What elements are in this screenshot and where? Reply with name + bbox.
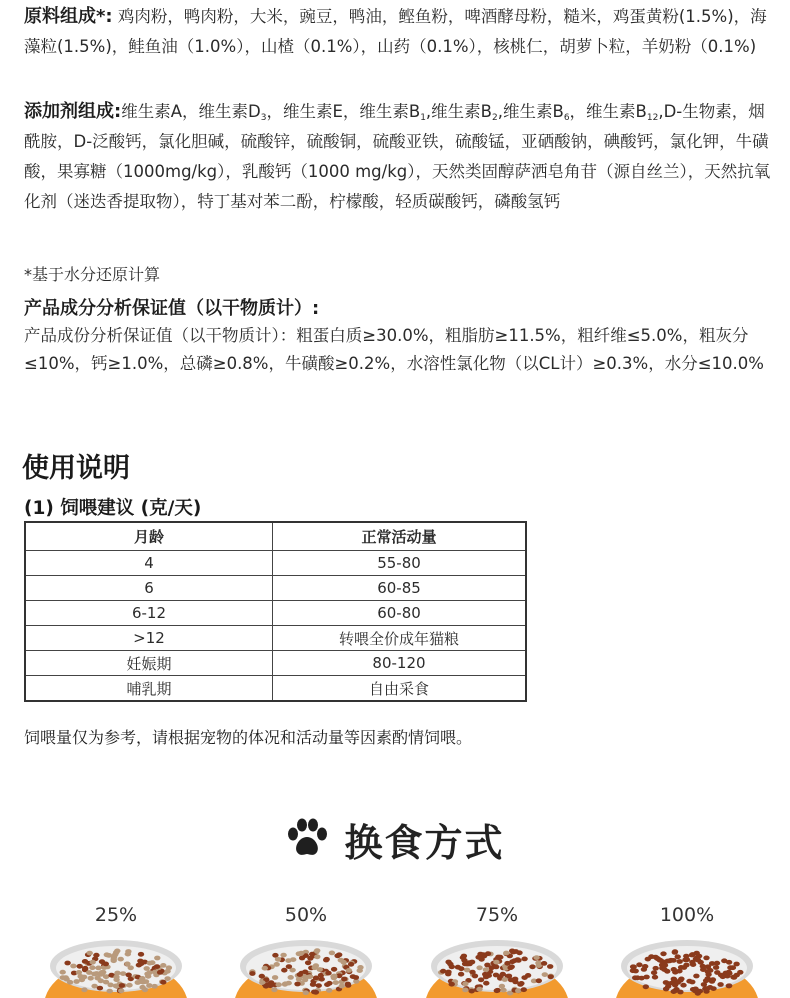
kibble xyxy=(726,971,732,976)
kibble xyxy=(113,977,119,982)
ingredients-paragraph xyxy=(24,2,776,62)
kibble xyxy=(547,964,553,969)
kibble xyxy=(103,980,109,985)
table-row xyxy=(25,676,526,702)
kibble xyxy=(731,975,737,980)
kibble xyxy=(495,988,501,993)
kibble xyxy=(297,972,303,977)
kibble xyxy=(145,974,151,979)
kibble xyxy=(542,972,548,977)
ratio-label-25: 25% xyxy=(94,904,138,926)
subscript: 12 xyxy=(646,113,659,123)
kibble xyxy=(271,987,277,992)
additives-text-1: 维生素A，维生素D xyxy=(121,102,261,121)
kibble xyxy=(262,966,268,971)
kibble xyxy=(662,963,668,968)
kibble xyxy=(469,970,475,975)
kibble xyxy=(118,957,124,962)
kibble xyxy=(529,964,535,969)
kibble xyxy=(696,954,702,959)
kibble xyxy=(678,965,684,970)
kibble xyxy=(726,960,732,965)
kibble xyxy=(128,965,134,970)
kibble xyxy=(458,966,464,971)
kibble xyxy=(119,983,125,988)
kibble xyxy=(82,959,88,964)
kibble xyxy=(533,955,539,960)
kibble xyxy=(462,962,468,967)
kibble xyxy=(632,975,638,980)
kibble xyxy=(154,964,160,969)
kibble xyxy=(338,958,344,963)
feeding-table xyxy=(24,521,527,702)
kibble xyxy=(139,976,145,981)
kibble xyxy=(298,951,304,956)
kibble xyxy=(154,956,160,961)
kibble xyxy=(700,967,706,972)
kibble xyxy=(478,977,484,982)
kibble xyxy=(445,970,451,975)
kibble xyxy=(142,987,148,992)
kibble xyxy=(449,964,455,969)
kibble xyxy=(90,960,96,965)
kibble xyxy=(348,962,354,967)
kibble xyxy=(713,965,719,970)
kibble xyxy=(64,961,70,966)
kibble xyxy=(329,951,335,956)
additives-text-3: ,维生素B xyxy=(425,102,492,121)
kibble xyxy=(87,951,93,956)
ingredients-text: 鸡肉粉，鸭肉粉，大米，豌豆，鸭油，鲣鱼粉，啤酒酵母粉，糙米，鸡蛋黄粉(1.5%)，海藻粒(1.5%)，鲑鱼油（1.0%），山楂（0.1%），山药（0.1%），核桃仁，胡萝卜粒，羊奶粉（0.1%) xyxy=(24,7,767,56)
kibble xyxy=(726,983,732,988)
kibble xyxy=(286,981,292,986)
kibble xyxy=(160,980,166,985)
kibble xyxy=(730,965,736,970)
kibble xyxy=(707,968,713,973)
kibble xyxy=(313,963,319,968)
kibble xyxy=(276,982,282,987)
usage-heading: 使用说明 xyxy=(22,453,130,484)
kibble xyxy=(703,956,709,961)
table-row xyxy=(25,651,526,676)
kibble xyxy=(464,968,470,973)
kibble xyxy=(299,956,305,961)
kibble xyxy=(717,982,723,987)
age-cell: 6 xyxy=(25,576,273,601)
kibble xyxy=(164,969,170,974)
kibble xyxy=(695,991,701,996)
analysis-text: 产品成份分析保证值（以干物质计）：粗蛋白质≥30.0%，粗脂肪≥11.5%，粗纤维≤5.0%，粗灰分≤10%，钙≥1.0%，总磷≥0.8%，牛磺酸≥0.2%，水溶性氯化物（以CL计）≥0.3%，水分≤10.0% xyxy=(24,326,764,373)
kibble xyxy=(462,981,468,986)
subscript: 2 xyxy=(492,113,498,123)
moisture-note: *基于水分还原计算 xyxy=(24,265,161,284)
kibble xyxy=(157,970,163,975)
kibble xyxy=(99,972,105,977)
age-cell: 6-12 xyxy=(25,601,273,626)
paw-icon xyxy=(285,818,329,862)
ratio-label-100: 100% xyxy=(659,904,715,926)
kibble xyxy=(311,990,317,995)
kibble xyxy=(126,983,132,988)
kibble xyxy=(493,960,499,965)
kibble xyxy=(449,982,455,987)
kibble xyxy=(331,974,337,979)
kibble xyxy=(476,987,482,992)
kibble xyxy=(714,970,720,975)
kibble xyxy=(93,953,99,958)
ingredients-label: 原料组成*: xyxy=(24,6,113,27)
food-bowl-25 xyxy=(41,936,191,998)
kibble xyxy=(482,972,488,977)
kibble xyxy=(672,950,678,955)
table-row xyxy=(25,626,526,651)
kibble xyxy=(144,966,150,971)
kibble xyxy=(677,959,683,964)
kibble xyxy=(483,981,489,986)
kibble xyxy=(504,961,510,966)
kibble xyxy=(663,980,669,985)
kibble xyxy=(91,972,97,977)
kibble xyxy=(111,954,117,959)
kibble xyxy=(286,964,292,969)
food-bowl-75 xyxy=(422,936,572,998)
kibble xyxy=(103,962,109,967)
kibble xyxy=(317,967,323,972)
kibble xyxy=(483,967,489,972)
kibble xyxy=(484,963,490,968)
kibble xyxy=(512,980,518,985)
table-row xyxy=(25,576,526,601)
feeding-title: (1) 饲喂建议 (克/天) xyxy=(24,498,202,519)
amount-cell: 60-80 xyxy=(273,601,527,626)
kibble xyxy=(689,953,695,958)
ratio-label-75: 75% xyxy=(475,904,519,926)
kibble xyxy=(705,976,711,981)
kibble xyxy=(89,965,95,970)
header-activity: 正常活动量 xyxy=(273,522,527,551)
kibble xyxy=(303,975,309,980)
header-age: 月龄 xyxy=(25,522,273,551)
kibble xyxy=(515,958,521,963)
kibble xyxy=(440,969,446,974)
additives-label: 添加剂组成: xyxy=(24,101,122,122)
kibble xyxy=(495,955,501,960)
kibble xyxy=(689,960,695,965)
kibble xyxy=(462,988,468,993)
kibble xyxy=(485,951,491,956)
kibble xyxy=(525,973,531,978)
kibble xyxy=(339,984,345,989)
kibble xyxy=(671,989,677,994)
amount-cell: 自由采食 xyxy=(273,676,527,702)
kibble xyxy=(469,989,475,994)
kibble xyxy=(70,964,76,969)
kibble xyxy=(319,977,325,982)
kibble xyxy=(652,955,658,960)
kibble xyxy=(680,983,686,988)
kibble xyxy=(707,985,713,990)
kibble xyxy=(331,967,337,972)
kibble xyxy=(267,983,273,988)
kibble xyxy=(294,982,300,987)
subscript: 6 xyxy=(563,113,570,123)
kibble xyxy=(138,961,144,966)
additives-text-5: ，维生素B xyxy=(569,102,647,121)
age-cell: 哺乳期 xyxy=(25,676,273,702)
kibble xyxy=(149,960,155,965)
kibble xyxy=(643,975,649,980)
kibble xyxy=(79,977,85,982)
kibble xyxy=(521,987,527,992)
additives-paragraph xyxy=(24,97,776,217)
kibble xyxy=(652,975,658,980)
kibble xyxy=(675,954,681,959)
kibble xyxy=(314,948,320,953)
kibble xyxy=(536,978,542,983)
kibble xyxy=(346,968,352,973)
amount-cell: 55-80 xyxy=(273,551,527,576)
kibble xyxy=(280,953,286,958)
kibble xyxy=(138,952,144,957)
kibble xyxy=(500,988,506,993)
switch-food-heading xyxy=(0,812,790,867)
age-cell: 4 xyxy=(25,551,273,576)
kibble xyxy=(336,952,342,957)
age-cell: 妊娠期 xyxy=(25,651,273,676)
kibble xyxy=(535,961,541,966)
kibble xyxy=(518,981,524,986)
kibble xyxy=(720,974,726,979)
food-bowl-100 xyxy=(612,936,762,998)
kibble xyxy=(259,974,265,979)
kibble xyxy=(146,983,152,988)
kibble xyxy=(316,983,322,988)
kibble xyxy=(302,970,308,975)
kibble xyxy=(67,980,73,985)
subscript: 1 xyxy=(420,113,426,123)
kibble xyxy=(645,957,651,962)
kibble xyxy=(664,969,670,974)
additives-text-4: ,维生素B xyxy=(497,102,564,121)
kibble xyxy=(88,976,94,981)
kibble xyxy=(653,966,659,971)
kibble xyxy=(281,968,287,973)
kibble xyxy=(686,979,692,984)
kibble xyxy=(476,965,482,970)
kibble xyxy=(314,954,320,959)
kibble xyxy=(313,976,319,981)
kibble xyxy=(670,958,676,963)
kibble xyxy=(521,957,527,962)
analysis-title: 产品成分分析保证值（以干物质计）: xyxy=(24,298,320,319)
amount-cell: 转喂全价成年猫粮 xyxy=(273,626,527,651)
kibble xyxy=(672,970,678,975)
table-header-row xyxy=(25,522,526,551)
kibble xyxy=(81,987,87,992)
subscript: 3 xyxy=(260,113,267,123)
kibble xyxy=(475,955,481,960)
ratio-label-50: 50% xyxy=(284,904,328,926)
kibble xyxy=(357,965,363,970)
kibble xyxy=(77,964,83,969)
kibble xyxy=(323,958,329,963)
kibble xyxy=(503,951,509,956)
kibble xyxy=(272,975,278,980)
switch-food-title: 换食方式 xyxy=(344,821,505,865)
kibble xyxy=(513,949,519,954)
kibble xyxy=(305,960,311,965)
kibble xyxy=(249,971,255,976)
kibble xyxy=(460,955,466,960)
kibble xyxy=(290,957,296,962)
kibble xyxy=(507,965,513,970)
kibble xyxy=(692,987,698,992)
table-row xyxy=(25,551,526,576)
kibble xyxy=(107,989,113,994)
age-cell: >12 xyxy=(25,626,273,651)
kibble xyxy=(651,970,657,975)
kibble xyxy=(324,982,330,987)
kibble xyxy=(151,984,157,989)
kibble xyxy=(458,972,464,977)
kibble xyxy=(502,977,508,982)
kibble xyxy=(114,949,120,954)
food-bowl-50 xyxy=(231,936,381,998)
kibble xyxy=(95,966,101,971)
kibble xyxy=(683,963,689,968)
kibble xyxy=(164,976,170,981)
kibble xyxy=(541,961,547,966)
kibble xyxy=(303,990,309,995)
kibble xyxy=(643,984,649,989)
kibble xyxy=(120,971,126,976)
kibble xyxy=(714,961,720,966)
kibble xyxy=(515,988,521,993)
kibble xyxy=(325,971,331,976)
kibble xyxy=(126,973,132,978)
kibble xyxy=(125,952,131,957)
kibble xyxy=(630,968,636,973)
kibble xyxy=(684,957,690,962)
kibble xyxy=(97,986,103,991)
kibble xyxy=(693,974,699,979)
kibble xyxy=(275,957,281,962)
kibble xyxy=(114,971,120,976)
additives-text-6: ,D-生物素，烟酰胺，D-泛酸钙，氯化胆碱，硫酸锌，硫酸铜，硫酸亚铁，硫酸锰，亚硒酸钠，碘酸钙，氯化钾，牛磺酸，果寡糖（1000mg/kg），乳酸钙（1000 mg/kg），天然类固醇萨洒皂角苷（源自丝兰），天然抗氧化剂（迷迭香提取物），特丁基对苯二酚，柠檬酸，轻质碳酸钙，磷酸氢钙 xyxy=(24,102,771,211)
kibble xyxy=(548,974,554,979)
kibble xyxy=(341,977,347,982)
kibble xyxy=(641,967,647,972)
kibble xyxy=(660,951,666,956)
additives-text-2: ，维生素E，维生素B xyxy=(266,102,421,121)
kibble xyxy=(288,975,294,980)
amount-cell: 60-85 xyxy=(273,576,527,601)
kibble xyxy=(353,975,359,980)
kibble xyxy=(671,977,677,982)
kibble xyxy=(118,988,124,993)
kibble xyxy=(672,983,678,988)
kibble xyxy=(677,990,683,995)
kibble xyxy=(326,988,332,993)
kibble xyxy=(135,980,141,985)
table-row xyxy=(25,601,526,626)
feeding-note: 饲喂量仅为参考，请根据宠物的体况和活动量等因素酌情饲喂。 xyxy=(24,728,473,747)
kibble xyxy=(333,980,339,985)
kibble xyxy=(60,970,66,975)
kibble xyxy=(310,982,316,987)
amount-cell: 80-120 xyxy=(273,651,527,676)
kibble xyxy=(636,962,642,967)
kibble xyxy=(345,982,351,987)
